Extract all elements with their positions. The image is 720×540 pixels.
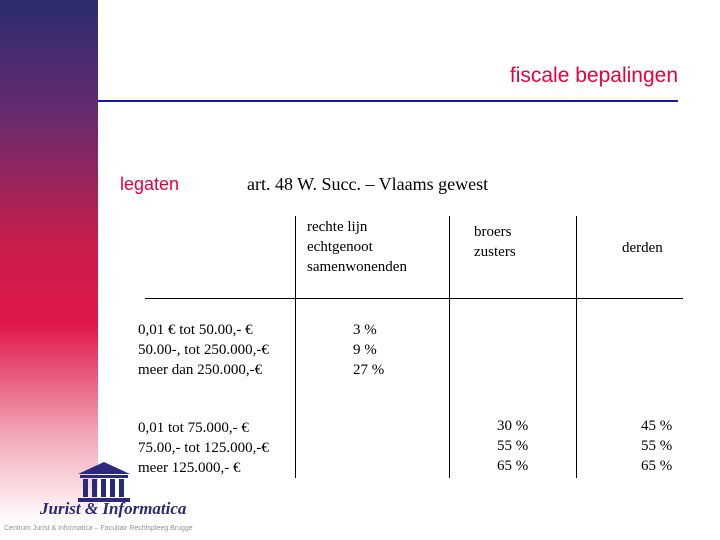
header-line: broers bbox=[474, 224, 512, 240]
logo-text: Jurist & Informatica bbox=[40, 499, 187, 518]
rates-broers-zusters bbox=[497, 416, 528, 476]
header-broers-zusters bbox=[474, 222, 516, 262]
rate-value: 65 % bbox=[497, 458, 529, 474]
decorative-sidebar bbox=[0, 0, 98, 540]
bracket-group-1 bbox=[138, 320, 269, 380]
rate-value: 9 % bbox=[353, 342, 377, 358]
rate-value: 30 % bbox=[497, 418, 529, 434]
footer-text: Centrum Jurist & Informatica – Facultair Rechtspleeg Brugge bbox=[4, 525, 193, 532]
header-line: samenwonenden bbox=[307, 259, 407, 275]
table-vertical-rule bbox=[449, 216, 450, 478]
rate-value: 3 % bbox=[353, 322, 377, 338]
header-derden bbox=[622, 238, 663, 258]
rate-value: 55 % bbox=[641, 438, 673, 454]
bracket-range: 0,01 € tot 50.00,- € bbox=[138, 322, 253, 338]
header-line: rechte lijn bbox=[307, 219, 368, 235]
slide-subtitle: art. 48 W. Succ. – Vlaams gewest bbox=[247, 174, 489, 194]
header-rechte-lijn bbox=[307, 217, 407, 277]
slide-title: fiscale bepalingen bbox=[509, 64, 678, 87]
bracket-range: meer dan 250.000,-€ bbox=[138, 362, 263, 378]
header-line: derden bbox=[622, 240, 663, 256]
rate-value: 65 % bbox=[641, 458, 673, 474]
rate-value: 45 % bbox=[641, 418, 673, 434]
rates-rechte-lijn bbox=[353, 320, 384, 380]
table-horizontal-rule bbox=[145, 298, 683, 299]
bracket-range: 0,01 tot 75.000,- € bbox=[138, 420, 249, 436]
rate-value: 55 % bbox=[497, 438, 529, 454]
bracket-range: 75.00,- tot 125.000,-€ bbox=[138, 440, 269, 456]
rates-derden bbox=[641, 416, 672, 476]
table-vertical-rule bbox=[576, 216, 577, 478]
bracket-group-2 bbox=[138, 418, 269, 478]
title-divider bbox=[98, 100, 678, 102]
section-label: legaten bbox=[120, 174, 180, 194]
bracket-range: meer 125.000,- € bbox=[138, 460, 241, 476]
header-line: echtgenoot bbox=[307, 239, 373, 255]
table-vertical-rule bbox=[295, 216, 296, 478]
bracket-range: 50.00-, tot 250.000,-€ bbox=[138, 342, 269, 358]
institution-logo-icon bbox=[74, 460, 134, 504]
header-line: zusters bbox=[474, 244, 516, 260]
rate-value: 27 % bbox=[353, 362, 385, 378]
